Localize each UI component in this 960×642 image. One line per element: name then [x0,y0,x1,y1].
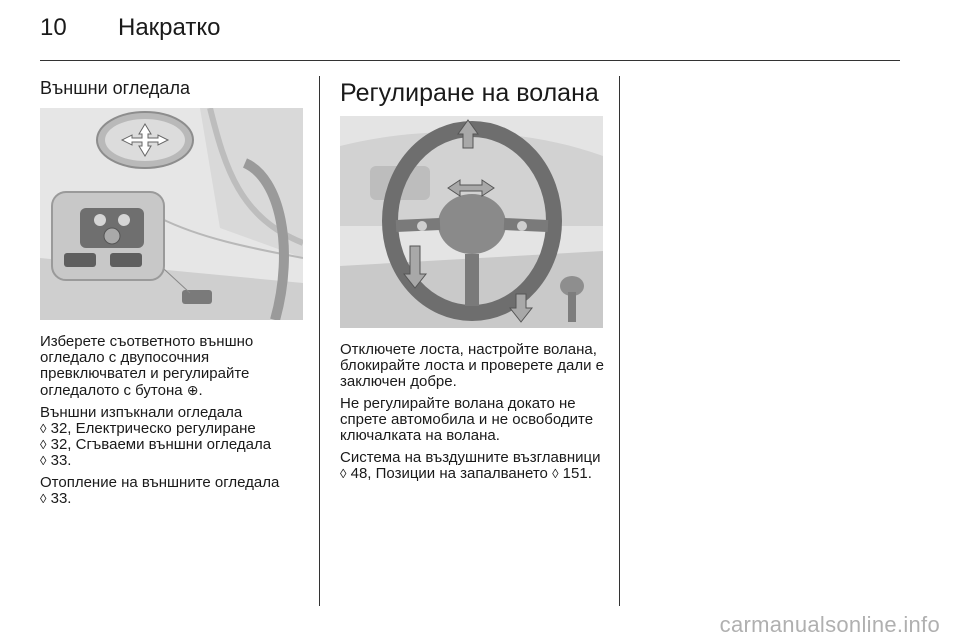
steering-section [340,76,605,488]
ref-link-heated-33[interactable]: 33. [46,490,72,507]
ref-arrow-icon: ◊ [40,453,47,468]
ref-arrow-icon: ◊ [40,421,47,436]
mirrors-section [40,76,305,513]
convex-mirrors-title: Външни изпъкнали огледала [40,404,243,421]
page-number: 10 [40,14,67,41]
mirrors-heading: Външни огледала [40,78,190,98]
convex-mirrors-refs [40,405,305,469]
ref-arrow-icon: ◊ [552,466,559,481]
mirror-button-icon: ⊕ [186,382,199,398]
header-rule [40,60,900,61]
steering-heading: Регулиране на волана [340,79,599,107]
airbag-refs [340,450,605,482]
ref-arrow-icon: ◊ [40,437,47,452]
steering-adjust-illustration [340,116,603,328]
ref-arrow-icon: ◊ [40,491,47,506]
ref-link-electric-adjust[interactable]: 32, Електрическо регулиране [46,420,256,437]
ref-arrow-icon: ◊ [340,466,347,481]
mirror-control-illustration [40,108,303,320]
watermark: carmanualsonline.info [719,612,940,637]
column-divider-2 [619,76,620,606]
mirrors-instructions-end: . [198,382,203,399]
column-divider-1 [319,76,320,606]
mirrors-instructions-text: Изберете съответното външно огледало с двупосочния превключвател и регулирайте огледалото с бутона [40,333,254,399]
mirrors-instructions [40,334,305,399]
steering-instructions: Отключете лоста, настройте волана, блокирайте лоста и проверете дали е заключен добре. [340,341,605,390]
heated-mirrors-ref [40,475,305,507]
ref-link-page-151[interactable]: 151. [558,465,592,482]
chapter-title: Накратко [118,14,221,41]
airbag-text: Система на въздушните възглавници [340,449,601,466]
ref-link-page-33[interactable]: 33. [46,452,72,469]
ref-link-folding-mirrors[interactable]: 32, Сгъваеми външни огледала [46,436,272,453]
heated-mirrors-title: Отопление на външните огледала [40,474,280,491]
steering-warning: Не регулирайте волана докато не спрете автомобила и не освободите ключалката на волана. [340,395,594,444]
ref-link-page-48[interactable]: 48, Позиции на запалването [346,465,548,482]
